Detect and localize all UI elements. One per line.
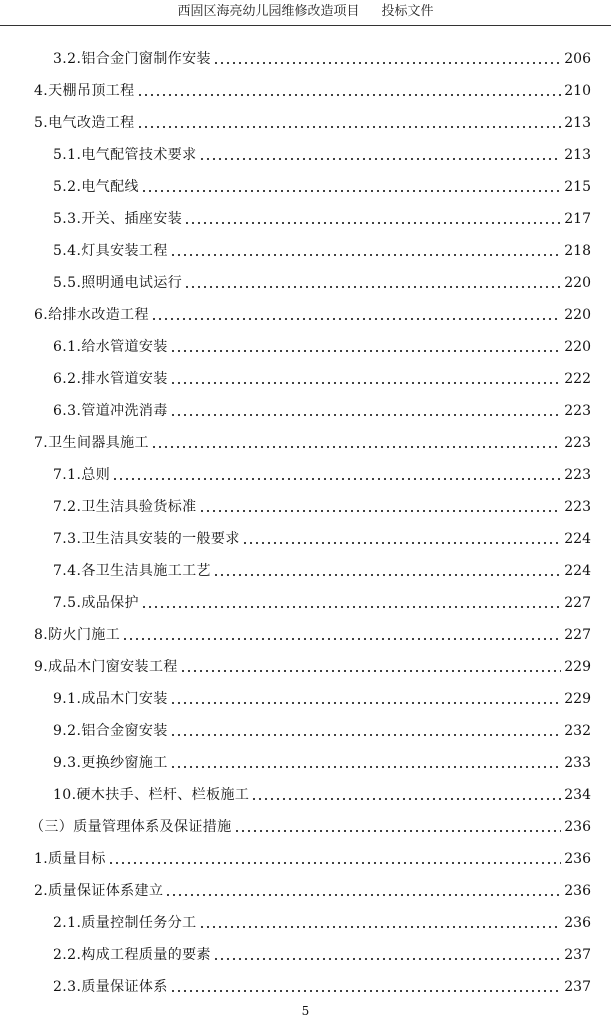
dot-leader [170,381,561,385]
toc-entry[interactable] [0,132,611,164]
header-document-type: 投标文件 [381,4,434,19]
toc-entry-page-number: 237 [564,979,591,995]
toc-entry-page-number: 227 [564,595,591,611]
toc-entry-page-number: 220 [564,307,591,323]
toc-entry-title: 5.2.电气配线 [53,179,139,195]
dot-leader [141,189,561,193]
toc-entry[interactable] [0,708,611,740]
dot-leader [170,765,561,769]
dot-leader [184,285,561,289]
toc-entry-title: 6.2.排水管道安装 [53,371,168,387]
toc-entry-title: 5.电气改造工程 [34,115,135,131]
toc-entry[interactable] [0,196,611,228]
toc-entry[interactable] [0,612,611,644]
toc-entry-title: 9.2.铝合金窗安装 [53,723,168,739]
toc-entry-title: 9.成品木门窗安装工程 [34,659,178,675]
toc-entry[interactable] [0,100,611,132]
toc-entry-page-number: 220 [564,275,591,291]
toc-entry[interactable] [0,292,611,324]
page-number: 5 [301,1004,310,1018]
toc-entry[interactable] [0,452,611,484]
toc-entry[interactable] [0,68,611,100]
toc-entry-page-number: 236 [564,819,591,835]
toc-entry[interactable] [0,260,611,292]
dot-leader [213,573,561,577]
toc-entry-page-number: 220 [564,339,591,355]
toc-entry-page-number: 236 [564,915,591,931]
toc-entry-page-number: 210 [564,83,591,99]
dot-leader [234,829,561,833]
dot-leader [170,701,561,705]
dot-leader [199,509,561,513]
toc-entry-title: 4.天棚吊顶工程 [34,83,135,99]
toc-entry-page-number: 233 [564,755,591,771]
toc-entry-page-number: 223 [564,499,591,515]
toc-entry[interactable] [0,516,611,548]
dot-leader [122,637,561,641]
toc-entry-page-number: 224 [564,563,591,579]
toc-entry-title: 9.3.更换纱窗施工 [53,755,168,771]
toc-entry-title: 7.4.各卫生洁具施工工艺 [53,563,211,579]
toc-entry-page-number: 229 [564,659,591,675]
page-header [0,2,611,24]
toc-entry-title: 6.1.给水管道安装 [53,339,168,355]
dot-leader [108,861,561,865]
toc-entry-page-number: 213 [564,147,591,163]
dot-leader [165,893,561,897]
toc-entry[interactable] [0,772,611,804]
toc-entry-title: 10.硬木扶手、栏杆、栏板施工 [53,787,250,803]
toc-entry[interactable] [0,420,611,452]
toc-entry[interactable] [0,548,611,580]
toc-entry[interactable] [0,324,611,356]
toc-entry-title: （三）质量管理体系及保证措施 [30,819,232,835]
toc-entry[interactable] [0,676,611,708]
toc-entry-page-number: 217 [564,211,591,227]
dot-leader [251,797,561,801]
dot-leader [213,61,561,65]
toc-entry-title: 2.质量保证体系建立 [34,883,164,899]
toc-entry-page-number: 223 [564,435,591,451]
toc-entry-title: 6.3.管道冲洗消毒 [53,403,168,419]
toc-entry-title: 3.2.铝合金门窗制作安装 [53,51,211,67]
toc-entry[interactable] [0,164,611,196]
toc-entry[interactable] [0,36,611,68]
toc-entry[interactable] [0,580,611,612]
toc-entry-page-number: 232 [564,723,591,739]
dot-leader [170,349,561,353]
toc-entry-page-number: 223 [564,403,591,419]
dot-leader [170,733,561,737]
toc-entry-page-number: 237 [564,947,591,963]
toc-entry-title: 8.防火门施工 [34,627,121,643]
dot-leader [112,477,561,481]
toc-entry-title: 2.2.构成工程质量的要素 [53,947,211,963]
toc-entry-title: 5.3.开关、插座安装 [53,211,183,227]
toc-entry-page-number: 227 [564,627,591,643]
toc-entry-title: 7.卫生间器具施工 [34,435,149,451]
toc-entry-page-number: 213 [564,115,591,131]
dot-leader [137,125,561,129]
dot-leader [184,221,561,225]
toc-entry-title: 2.3.质量保证体系 [53,979,168,995]
toc-entry-page-number: 222 [564,371,591,387]
toc-entry[interactable] [0,932,611,964]
toc-entry[interactable] [0,964,611,996]
toc-entry-title: 5.5.照明通电试运行 [53,275,183,291]
toc-entry-title: 1.质量目标 [34,851,106,867]
toc-entry-title: 7.3.卫生洁具安装的一般要求 [53,531,240,547]
table-of-contents [0,36,611,996]
toc-entry-title: 7.5.成品保护 [53,595,139,611]
toc-entry[interactable] [0,388,611,420]
toc-entry[interactable] [0,740,611,772]
toc-entry[interactable] [0,484,611,516]
dot-leader [170,989,561,993]
toc-entry[interactable] [0,900,611,932]
toc-entry[interactable] [0,228,611,260]
toc-entry[interactable] [0,356,611,388]
header-project-title: 西固区海亮幼儿园维修改造项目 [177,4,360,19]
dot-leader [213,957,561,961]
toc-entry-title: 9.1.成品木门安装 [53,691,168,707]
toc-entry-page-number: 236 [564,883,591,899]
toc-entry-title: 5.4.灯具安装工程 [53,243,168,259]
dot-leader [170,413,561,417]
toc-entry-title: 7.2.卫生洁具验货标准 [53,499,197,515]
toc-entry-page-number: 206 [564,51,591,67]
dot-leader [170,253,561,257]
dot-leader [199,925,561,929]
dot-leader [141,605,561,609]
toc-entry-page-number: 223 [564,467,591,483]
toc-entry-page-number: 218 [564,243,591,259]
toc-entry-page-number: 229 [564,691,591,707]
toc-entry-page-number: 215 [564,179,591,195]
header-divider [0,25,611,26]
toc-entry-page-number: 236 [564,851,591,867]
toc-entry-page-number: 224 [564,531,591,547]
toc-entry-title: 6.给排水改造工程 [34,307,149,323]
toc-entry[interactable] [0,804,611,836]
dot-leader [199,157,561,161]
dot-leader [151,317,561,321]
toc-entry-page-number: 234 [564,787,591,803]
toc-entry-title: 5.1.电气配管技术要求 [53,147,197,163]
toc-entry-title: 7.1.总则 [53,467,111,483]
dot-leader [242,541,561,545]
dot-leader [137,93,561,97]
toc-entry[interactable] [0,644,611,676]
toc-entry-title: 2.1.质量控制任务分工 [53,915,197,931]
toc-entry[interactable] [0,868,611,900]
dot-leader [151,445,561,449]
toc-entry[interactable] [0,836,611,868]
dot-leader [180,669,561,673]
